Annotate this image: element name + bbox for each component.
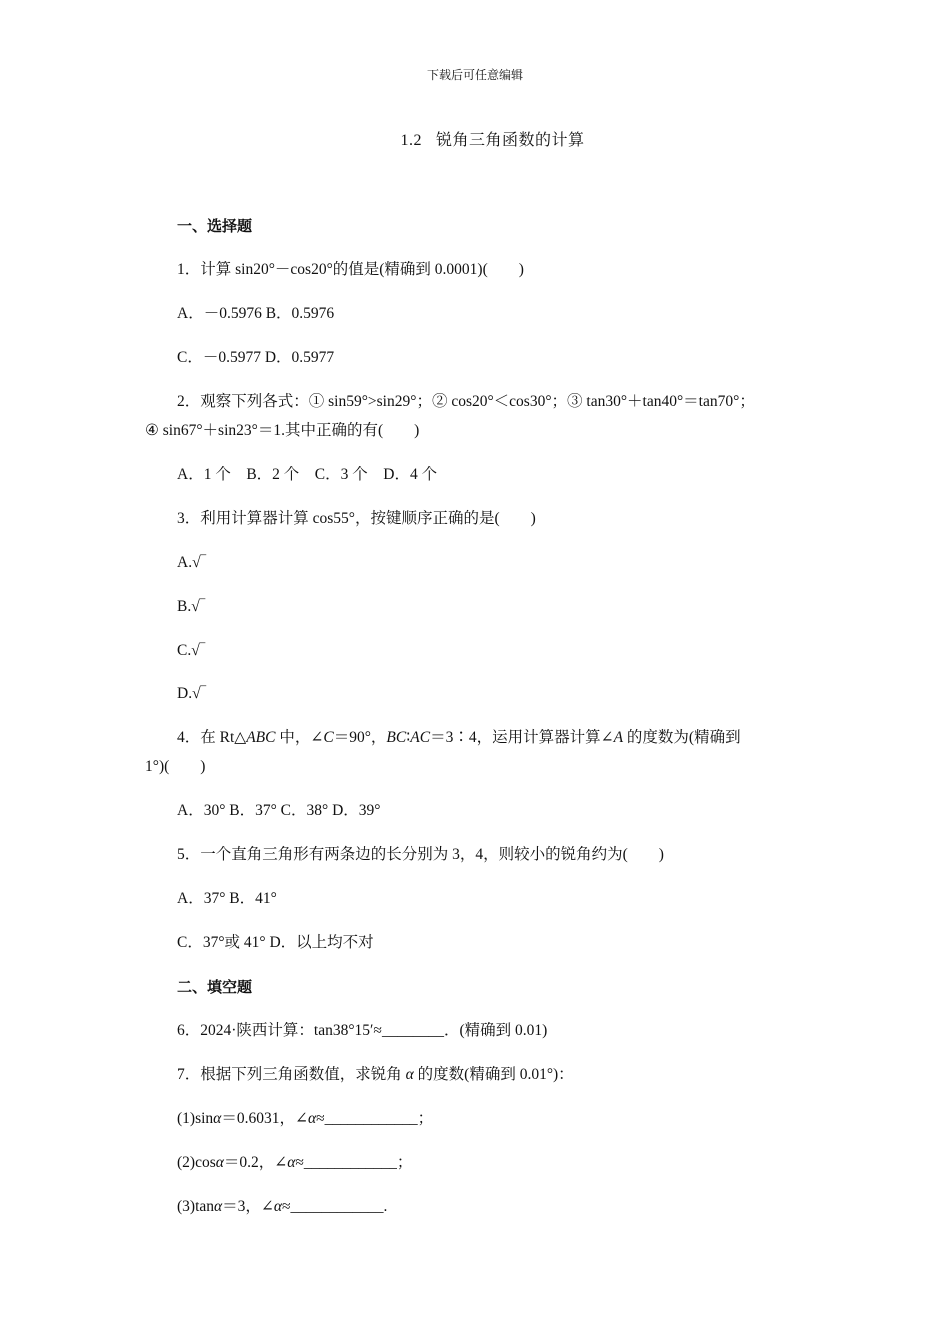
question-5: 5．一个直角三角形有两条边的长分别为 3，4，则较小的锐角约为( ) [177, 846, 664, 863]
question-3-option-d: D.√‾ [177, 685, 206, 702]
q7-2-blank: ≈____________； [295, 1154, 413, 1171]
q7-3-alpha: α [214, 1198, 223, 1215]
q4-bc: BC [386, 729, 407, 746]
title-number: 1.2 [400, 132, 422, 149]
question-7-part-3 [177, 1195, 387, 1219]
q7-2-alpha: α [215, 1154, 224, 1171]
question-5-options-cd: C．37°或 41° D．以上均不对 [177, 934, 374, 951]
q4-abc: ABC [246, 729, 276, 746]
question-3-option-c: C.√‾ [177, 642, 205, 659]
q7-3-angle: α [273, 1198, 283, 1215]
title-text: 锐角三角函数的计算 [435, 132, 585, 149]
q4-text-1: 4．在 Rt△ [177, 729, 247, 746]
question-3-option-b: B.√‾ [177, 598, 205, 615]
q7-1-fn: (1)sin [177, 1110, 214, 1127]
q4-text-2: 中，∠ [275, 729, 324, 746]
q7-2-value: ＝0.2，∠ [223, 1154, 288, 1171]
q7-1-blank: ≈____________； [316, 1110, 434, 1127]
question-3: 3．利用计算器计算 cos55°，按键顺序正确的是( ) [177, 510, 536, 527]
q7-3-blank: ≈____________. [282, 1198, 388, 1215]
question-1-options-cd: C．－0.5977 D．0.5977 [177, 349, 335, 366]
question-3-option-a: A.√‾ [177, 554, 206, 571]
page-header: 下载后可任意编辑 [426, 68, 523, 82]
q4-c: C [323, 729, 334, 746]
q7-3-fn: (3)tan [177, 1198, 215, 1215]
q4-a: A [613, 729, 624, 746]
q4-text-3: ＝90°， [333, 729, 387, 746]
q7-2-fn: (2)cos [177, 1154, 216, 1171]
q7-text-1: 7．根据下列三角函数值，求锐角 [177, 1066, 406, 1083]
q4-colon: ∶ [406, 729, 411, 746]
q4-ac: AC [410, 729, 431, 746]
q7-alpha: α [405, 1066, 414, 1083]
section-heading-fill: 二、填空题 [177, 978, 253, 996]
question-2-options: A．1 个 B．2 个 C．3 个 D．4 个 [177, 466, 438, 483]
question-4-line-1 [177, 726, 741, 750]
q7-text-2: 的度数(精确到 0.01°)： [413, 1066, 574, 1083]
q4-text-5: 的度数为(精确到 [623, 729, 741, 746]
section-heading-choice: 一、选择题 [177, 217, 253, 235]
question-2-line-2: ④ sin67°＋sin23°＝1.其中正确的有( ) [145, 422, 420, 439]
question-4-options: A．30° B．37° C．38° D．39° [177, 802, 381, 819]
question-7-part-2 [177, 1151, 412, 1175]
q4-text-4: ＝3∶4，运用计算器计算∠ [430, 729, 614, 746]
q7-3-value: ＝3，∠ [222, 1198, 274, 1215]
question-6: 6．2024·陕西计算：tan38°15′≈________．(精确到 0.01) [177, 1022, 548, 1039]
question-2-line-1: 2．观察下列各式：① sin59°>sin29°；② cos20°＜cos30°；③ tan30°＋tan40°＝tan70°； [177, 393, 755, 410]
question-7 [177, 1063, 574, 1087]
document-title [0, 127, 950, 150]
q7-2-angle: α [287, 1154, 296, 1171]
question-7-part-1 [177, 1107, 433, 1131]
q7-1-angle: α [307, 1110, 317, 1127]
q7-1-alpha: α [213, 1110, 222, 1127]
q7-1-value: ＝0.6031，∠ [221, 1110, 308, 1127]
question-1: 1．计算 sin20°－cos20°的值是(精确到 0.0001)( ) [177, 261, 524, 278]
question-1-options-ab: A．－0.5976 B．0.5976 [177, 305, 335, 322]
question-4-line-2: 1°)( ) [145, 758, 206, 775]
question-5-options-ab: A．37° B．41° [177, 890, 277, 907]
